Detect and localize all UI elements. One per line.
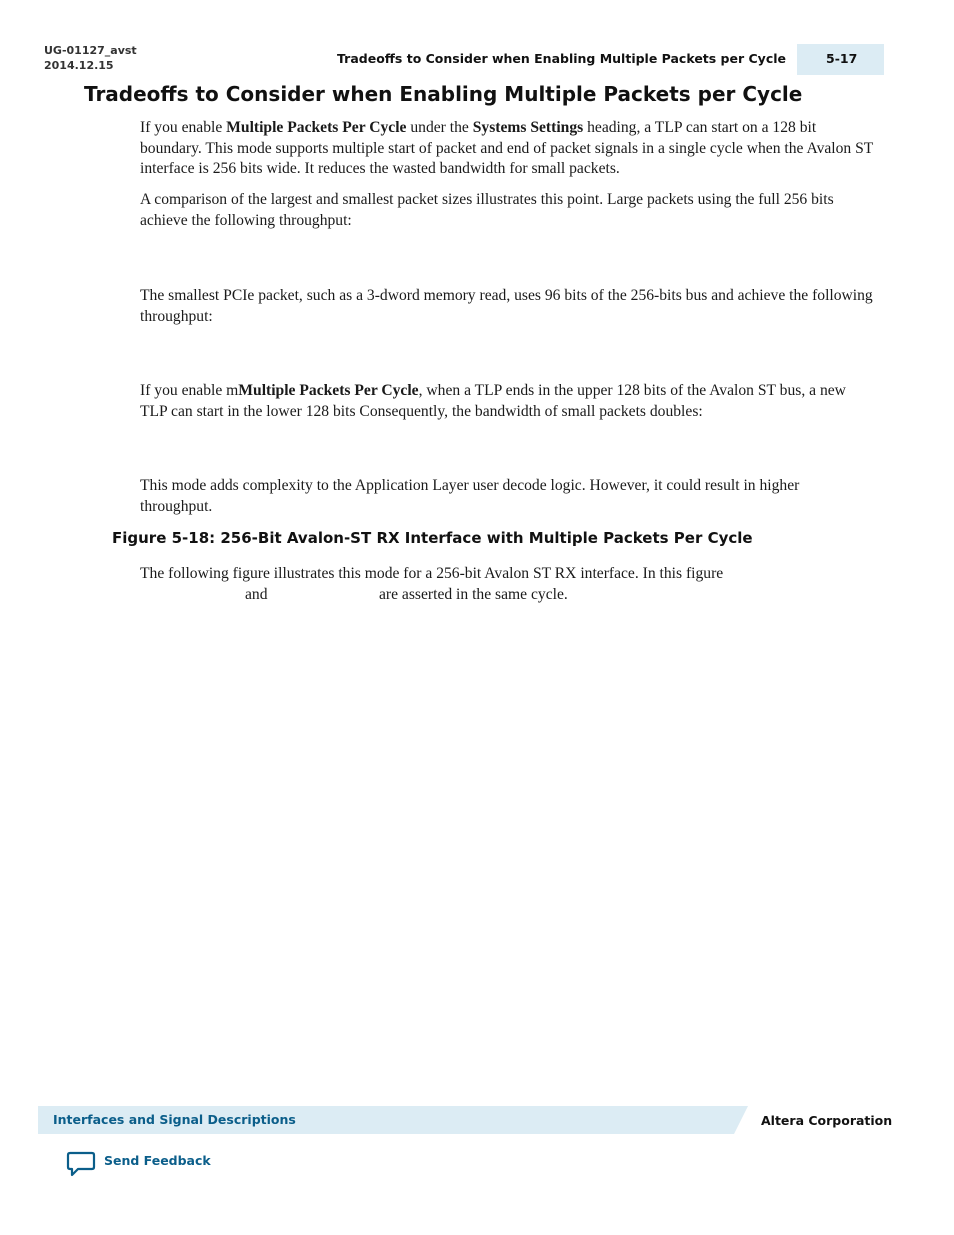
send-feedback-link[interactable]: Send Feedback <box>104 1153 211 1168</box>
paragraph-text: If you enable <box>140 119 227 136</box>
paragraph-text: , when a TLP ends in the upper 128 bits of the Avalon ST bus, a new TLP can start in the lower 128 bits Consequently, the bandwidth of small packets doubles: <box>140 382 846 420</box>
figure-description-end: are asserted in the same cycle. <box>379 585 568 603</box>
paragraph-text: If you enable m <box>140 382 239 399</box>
paragraph-complexity: This mode adds complexity to the Application Layer user decode logic. However, it could result in higher throughput. <box>140 477 800 515</box>
paragraph-enable-mode <box>140 381 875 422</box>
paragraph-intro <box>140 118 875 180</box>
speech-bubble-icon[interactable] <box>66 1151 96 1178</box>
word-and: and <box>245 585 268 603</box>
running-header-title: Tradeoffs to Consider when Enabling Multiple Packets per Cycle <box>337 51 786 66</box>
document-id: UG-01127_avst <box>44 44 137 57</box>
section-title: Tradeoffs to Consider when Enabling Multiple Packets per Cycle <box>84 82 803 106</box>
bold-term-multiple-packets: Multiple Packets Per Cycle <box>238 382 419 399</box>
document-date: 2014.12.15 <box>44 59 114 72</box>
footer-company: Altera Corporation <box>761 1113 893 1128</box>
bold-term-multiple-packets: Multiple Packets Per Cycle <box>226 119 407 136</box>
paragraph-text: heading, a TLP can start on a 128 bit boundary. This mode supports multiple start of packet and end of packet signals in a single cycle when the Avalon ST interface is 256 bits wide. It reduces the wasted bandwidth for small packets. <box>140 119 874 177</box>
paragraph-comparison: A comparison of the largest and smallest packet sizes illustrates this point. Large packets using the full 256 bits achieve the following throughput: <box>140 191 834 229</box>
paragraph-figure-description <box>140 564 875 605</box>
figure-title: Figure 5-18: 256-Bit Avalon-ST RX Interface with Multiple Packets Per Cycle <box>112 529 753 547</box>
figure-description-line1: The following figure illustrates this mode for a 256-bit Avalon ST RX interface. In this figure <box>140 565 724 582</box>
bold-term-systems-settings: Systems Settings <box>472 119 584 136</box>
document-id-block <box>44 43 137 73</box>
figure-description-line2 <box>140 585 875 606</box>
page-number: 5-17 <box>826 51 858 66</box>
speech-bubble-icon-graphic <box>66 1151 96 1178</box>
paragraph-text: under the <box>406 119 473 136</box>
paragraph-smallest-packet: The smallest PCIe packet, such as a 3-dword memory read, uses 96 bits of the 256-bits bus and achieve the following throughput: <box>140 287 873 325</box>
footer-chapter-title: Interfaces and Signal Descriptions <box>53 1112 296 1127</box>
